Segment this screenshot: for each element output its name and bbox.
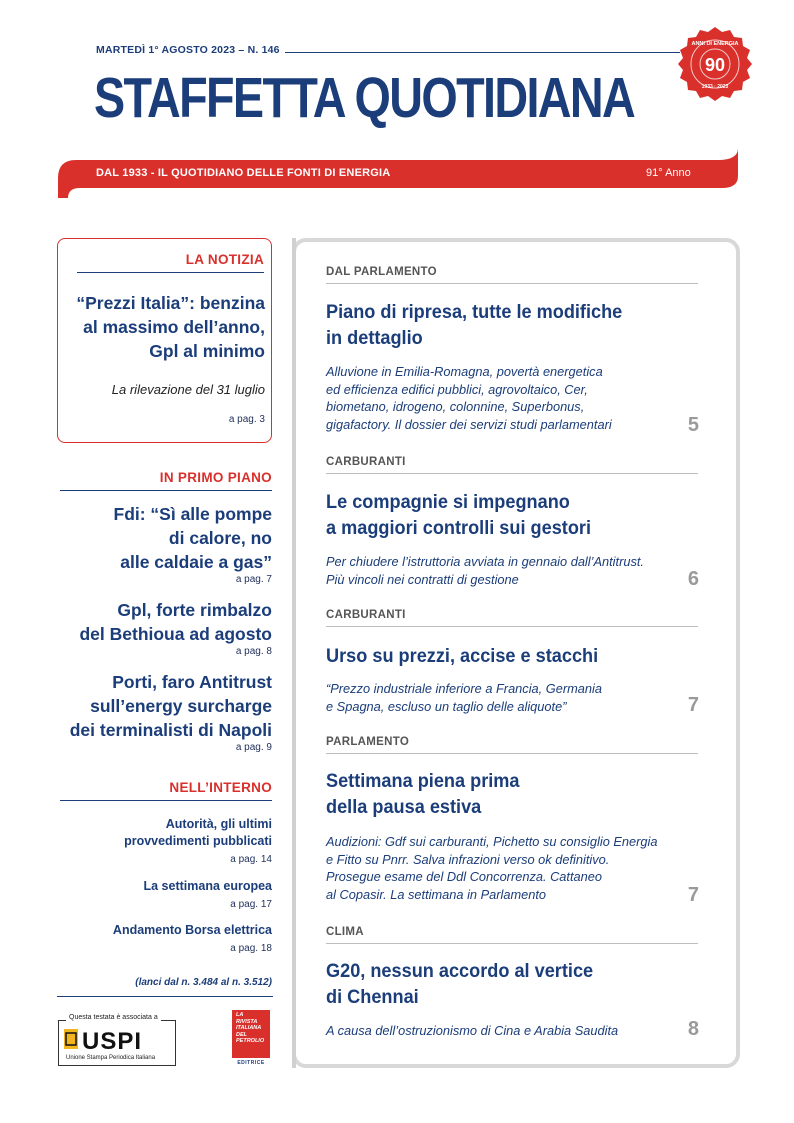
article-summary <box>326 680 686 715</box>
editrice-line: DEL <box>236 1031 247 1038</box>
article-category: CLIMA <box>326 926 364 938</box>
summary-line: al Copasir. La settimana in Parlamento <box>326 886 547 902</box>
dateline: MARTEDÌ 1° AGOSTO 2023 – N. 146 <box>96 44 280 56</box>
uspi-tagline: Unione Stampa Periodica Italiana <box>66 1055 156 1061</box>
summary-line: Alluvione in Emilia-Romagna, povertà energetica <box>326 364 603 379</box>
panel-divider <box>292 238 296 1068</box>
item-line: di calore, no <box>168 528 272 548</box>
anniversary-seal-icon <box>676 25 754 103</box>
summary-line: e Spagna, escluso un taglio delle aliquote” <box>326 698 567 714</box>
article-page-number[interactable]: 7 <box>687 694 699 716</box>
uspi-mark-icon <box>64 1029 78 1049</box>
article-summary <box>326 553 696 588</box>
article-page-number[interactable]: 5 <box>687 414 699 436</box>
summary-line: Prosegue esame del Ddl Concorrenza. Cattaneo <box>326 869 603 884</box>
primo-piano-item[interactable] <box>60 502 272 585</box>
item-line: Autorità, gli ultimi <box>165 817 272 831</box>
item-line: La settimana europea <box>143 879 272 893</box>
article-title-line: Urso su prezzi, accise e stacchi <box>326 645 599 667</box>
article-rule <box>326 943 698 944</box>
article-title-line: G20, nessun accordo al vertice <box>326 960 594 982</box>
year-label: 91° Anno <box>646 167 691 179</box>
article-title-line: a maggiori controlli sui gestori <box>326 517 592 539</box>
article-summary <box>326 363 686 433</box>
masthead[interactable]: STAFFETTA QUOTIDIANA <box>94 66 635 130</box>
item-page[interactable]: a pag. 8 <box>235 646 272 657</box>
article-rule <box>326 753 698 754</box>
editrice-line: RIVISTA <box>236 1018 258 1025</box>
article-summary <box>326 1022 686 1040</box>
editrice-line: PETROLIO <box>236 1038 265 1044</box>
item-line: provvedimenti pubblicati <box>124 834 272 848</box>
item-line: Gpl, forte rimbalzo <box>117 600 272 620</box>
item-line: Andamento Borsa elettrica <box>112 923 272 937</box>
summary-line: “Prezzo industriale inferiore a Francia, Germania <box>326 681 602 696</box>
article-rule <box>326 473 698 474</box>
summary-line: ed efficienza edifici pubblici, agrovoltaico, Cer, <box>326 381 588 397</box>
article-category: PARLAMENTO <box>326 736 410 748</box>
item-line: alle caldaie a gas” <box>120 552 272 572</box>
primo-piano-rule <box>60 490 272 491</box>
summary-line: gigafactory. Il dossier dei servizi studi parlamentari <box>326 416 612 432</box>
article-title-line: Piano di ripresa, tutte le modifiche <box>326 301 623 323</box>
primo-piano-item[interactable] <box>60 670 272 753</box>
notizia-title-line: “Prezzi Italia”: benzina <box>76 293 265 313</box>
article-page-number[interactable]: 7 <box>687 884 699 906</box>
item-page[interactable]: a pag. 18 <box>230 943 272 954</box>
article-title-line: di Chennai <box>326 986 419 1008</box>
left-footer-rule <box>57 996 273 997</box>
article-title[interactable] <box>326 489 706 541</box>
item-page[interactable]: a pag. 9 <box>235 742 272 753</box>
article-title[interactable] <box>326 958 706 1010</box>
seal-top-text: ANNI DI ENERGIA <box>691 41 739 47</box>
article-summary <box>326 833 706 903</box>
editrice-label: EDITRICE <box>237 1060 265 1066</box>
notizia-title-line: al massimo dell’anno, <box>83 317 265 337</box>
summary-line: Più vincoli nei contratti di gestione <box>326 571 519 587</box>
notizia-subtitle: La rilevazione del 31 luglio <box>111 382 265 397</box>
item-line: Fdi: “Sì alle pompe <box>113 504 272 524</box>
uspi-caption: Questa testata è associata a <box>66 1014 161 1021</box>
interno-item[interactable] <box>60 878 272 910</box>
summary-line: biometano, idrogeno, colonnine, Superbonus, <box>326 399 585 414</box>
item-line: Porti, faro Antitrust <box>112 672 272 692</box>
interno-item[interactable] <box>60 816 272 865</box>
item-line: sull’energy surcharge <box>90 696 272 716</box>
editrice-logo <box>232 1010 270 1068</box>
primo-piano-heading: IN PRIMO PIANO <box>159 470 272 485</box>
dateline-rule <box>285 52 680 53</box>
seal-number: 90 <box>704 55 726 75</box>
article-title-line: Settimana piena prima <box>326 770 520 792</box>
editrice-line: LA <box>236 1012 244 1018</box>
uspi-name: USPI <box>82 1028 143 1055</box>
summary-line: e Fitto su Pnrr. Salva infrazioni verso ok definitivo. <box>326 851 610 867</box>
article-category: CARBURANTI <box>326 609 406 621</box>
editrice-red-block <box>232 1010 270 1058</box>
article-category: DAL PARLAMENTO <box>326 266 437 278</box>
article-page-number[interactable]: 6 <box>687 568 699 590</box>
item-line: del Bethioua ad agosto <box>79 624 272 644</box>
item-page[interactable]: a pag. 14 <box>230 854 272 865</box>
summary-line: Per chiudere l’istruttoria avviata in gennaio dall’Antitrust. <box>326 554 644 569</box>
seal-years: 1933 · 2023 <box>701 84 729 90</box>
article-title-line: in dettaglio <box>326 327 423 349</box>
notizia-page[interactable]: a pag. 3 <box>228 414 265 425</box>
article-page-number[interactable]: 8 <box>687 1018 699 1040</box>
article-title[interactable] <box>326 768 706 820</box>
article-category: CARBURANTI <box>326 456 406 468</box>
item-page[interactable]: a pag. 17 <box>230 899 272 910</box>
notizia-title[interactable] <box>62 291 265 363</box>
article-rule <box>326 626 698 627</box>
lanci-range: (lanci dal n. 3.484 al n. 3.512) <box>135 977 272 988</box>
item-page[interactable]: a pag. 7 <box>235 574 272 585</box>
tagline: DAL 1933 - IL QUOTIDIANO DELLE FONTI DI ENERGIA <box>96 167 391 179</box>
article-title-line: Le compagnie si impegnano <box>326 491 570 513</box>
interno-rule <box>60 800 272 801</box>
notizia-title-line: Gpl al minimo <box>149 341 265 361</box>
article-rule <box>326 283 698 284</box>
notizia-rule <box>77 272 264 273</box>
summary-line: A causa dell’ostruzionismo di Cina e Arabia Saudita <box>326 1023 619 1038</box>
summary-line: Audizioni: Gdf sui carburanti, Pichetto su consiglio Energia <box>326 834 658 849</box>
interno-heading: NELL’INTERNO <box>169 780 272 795</box>
article-title-line: della pausa estiva <box>326 796 482 818</box>
interno-item[interactable] <box>60 922 272 954</box>
item-line: dei terminalisti di Napoli <box>69 720 272 740</box>
primo-piano-item[interactable] <box>60 598 272 657</box>
article-title[interactable] <box>326 299 706 351</box>
article-title[interactable] <box>326 643 706 669</box>
editrice-line: ITALIANA <box>236 1025 262 1031</box>
notizia-heading: LA NOTIZIA <box>185 252 264 267</box>
